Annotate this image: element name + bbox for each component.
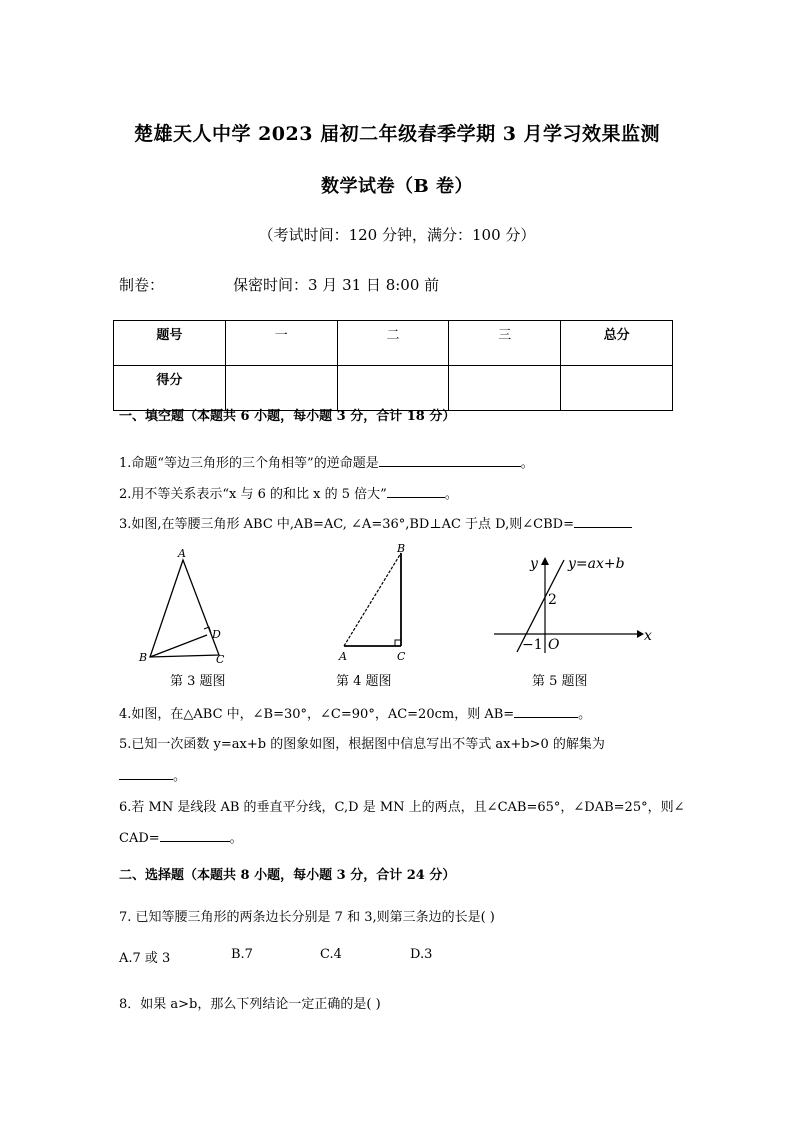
score-cell-part1: 一	[225, 321, 337, 366]
fig4-segment-ab	[344, 553, 401, 646]
figure-3-triangle	[136, 545, 226, 665]
q7-option-b[interactable]: B.7	[231, 947, 253, 962]
q7-option-d[interactable]: D.3	[410, 947, 433, 962]
fig5-label-2: 2	[548, 592, 557, 608]
score-cell-part2: 二	[337, 321, 449, 366]
q5-end: 。	[173, 769, 187, 784]
fig4-caption: 第 4 题图	[336, 674, 392, 689]
fig5-y-arrow	[541, 557, 549, 565]
q7-option-c[interactable]: C.4	[320, 947, 342, 962]
secrecy-time: 保密时间：3 月 31 日 8:00 前	[233, 276, 440, 294]
fig5-label-x: x	[644, 628, 652, 644]
fig3-triangle-abc	[150, 560, 219, 657]
score-input-total[interactable]	[561, 366, 673, 411]
fig3-label-c: C	[216, 653, 225, 665]
q2-answer-blank[interactable]	[387, 484, 445, 498]
fig3-label-b: B	[139, 651, 148, 664]
fig4-label-b: B	[397, 542, 406, 555]
figure-5-linear-graph	[492, 548, 662, 660]
fig4-label-c: C	[397, 650, 406, 663]
section2-heading: 二、选择题（本题共 8 小题，每小题 3 分，合计 24 分）	[119, 868, 456, 883]
exam-info: （考试时间：120 分钟，满分：100 分）	[258, 226, 536, 244]
q1-end: 。	[520, 456, 534, 471]
q7-option-a[interactable]: A.7 或 3	[119, 951, 171, 966]
question-5	[119, 733, 605, 752]
fig3-label-a: A	[178, 547, 186, 560]
fig3-segment-bd	[150, 635, 207, 657]
fig5-caption: 第 5 题图	[532, 674, 588, 689]
q2-end: 。	[444, 487, 458, 502]
fig5-label-equation: y=ax+b	[568, 556, 625, 572]
exam-subtitle: 数学试卷（B 卷）	[321, 176, 473, 197]
q4-answer-blank[interactable]	[514, 704, 578, 718]
section1-heading: 一、填空题（本题共 6 小题，每小题 3 分，合计 18 分）	[119, 409, 456, 424]
q1-text: 1.命题“等边三角形的三个角相等”的逆命题是	[119, 456, 379, 471]
question-1	[119, 452, 534, 471]
q1-answer-blank[interactable]	[379, 453, 521, 467]
fig3-caption: 第 3 题图	[170, 674, 226, 689]
maker-label: 制卷：	[119, 276, 165, 294]
score-table-header-row	[114, 321, 673, 366]
q4-text: 4.如图，在△ABC 中，∠B=30°，∠C=90°，AC=20cm，则 AB=	[119, 707, 515, 722]
figure-4-right-triangle	[334, 540, 414, 665]
fig4-label-a: A	[339, 650, 347, 663]
question-8: 8．如果 a>b，那么下列结论一定正确的是( )	[119, 997, 381, 1012]
score-table-score-row	[114, 366, 673, 411]
fig3-label-d: D	[212, 628, 221, 641]
score-cell-label: 题号	[114, 321, 226, 366]
q5-text: 5.已知一次函数 y=ax+b 的图象如图，根据图中信息写出不等式 ax+b>0 的解集为	[119, 737, 605, 752]
question-7: 7. 已知等腰三角形的两条边长分别是 7 和 3,则第三条边的长是( )	[119, 910, 495, 925]
score-cell-score-label: 得分	[114, 366, 226, 411]
q3-text: 3.如图,在等腰三角形 ABC 中,AB=AC, ∠A=36°,BD⊥AC 于点 D,则∠CBD=	[119, 517, 574, 532]
score-input-part3[interactable]	[449, 366, 561, 411]
score-input-part2[interactable]	[337, 366, 449, 411]
q6-text-2: CAD=	[119, 831, 160, 846]
exam-title: 楚雄天人中学 2023 届初二年级春季学期 3 月学习效果监测	[133, 123, 661, 145]
score-cell-total: 总分	[561, 321, 673, 366]
score-table	[113, 320, 673, 411]
score-cell-part3: 三	[449, 321, 561, 366]
q6-text: 6.若 MN 是线段 AB 的垂直平分线，C,D 是 MN 上的两点，且∠CAB=65°，∠DAB=25°，则∠	[119, 800, 685, 815]
fig5-x-arrow	[637, 630, 644, 638]
q3-answer-blank[interactable]	[574, 514, 632, 528]
question-6-answer-line	[119, 827, 243, 846]
q4-end: 。	[578, 707, 592, 722]
question-4	[119, 703, 591, 722]
fig5-label-origin: O	[548, 637, 560, 653]
question-2	[119, 483, 458, 502]
question-3	[119, 513, 632, 532]
q6-answer-blank[interactable]	[160, 828, 230, 842]
question-5-answer-line	[119, 765, 186, 784]
fig5-label-neg1: −1	[522, 637, 543, 653]
question-6	[119, 796, 684, 815]
q5-answer-blank[interactable]	[119, 766, 173, 780]
q2-text: 2.用不等关系表示“x 与 6 的和比 x 的 5 倍大”	[119, 487, 387, 502]
score-input-part1[interactable]	[225, 366, 337, 411]
q6-end: 。	[229, 831, 243, 846]
fig5-label-y: y	[530, 556, 538, 572]
